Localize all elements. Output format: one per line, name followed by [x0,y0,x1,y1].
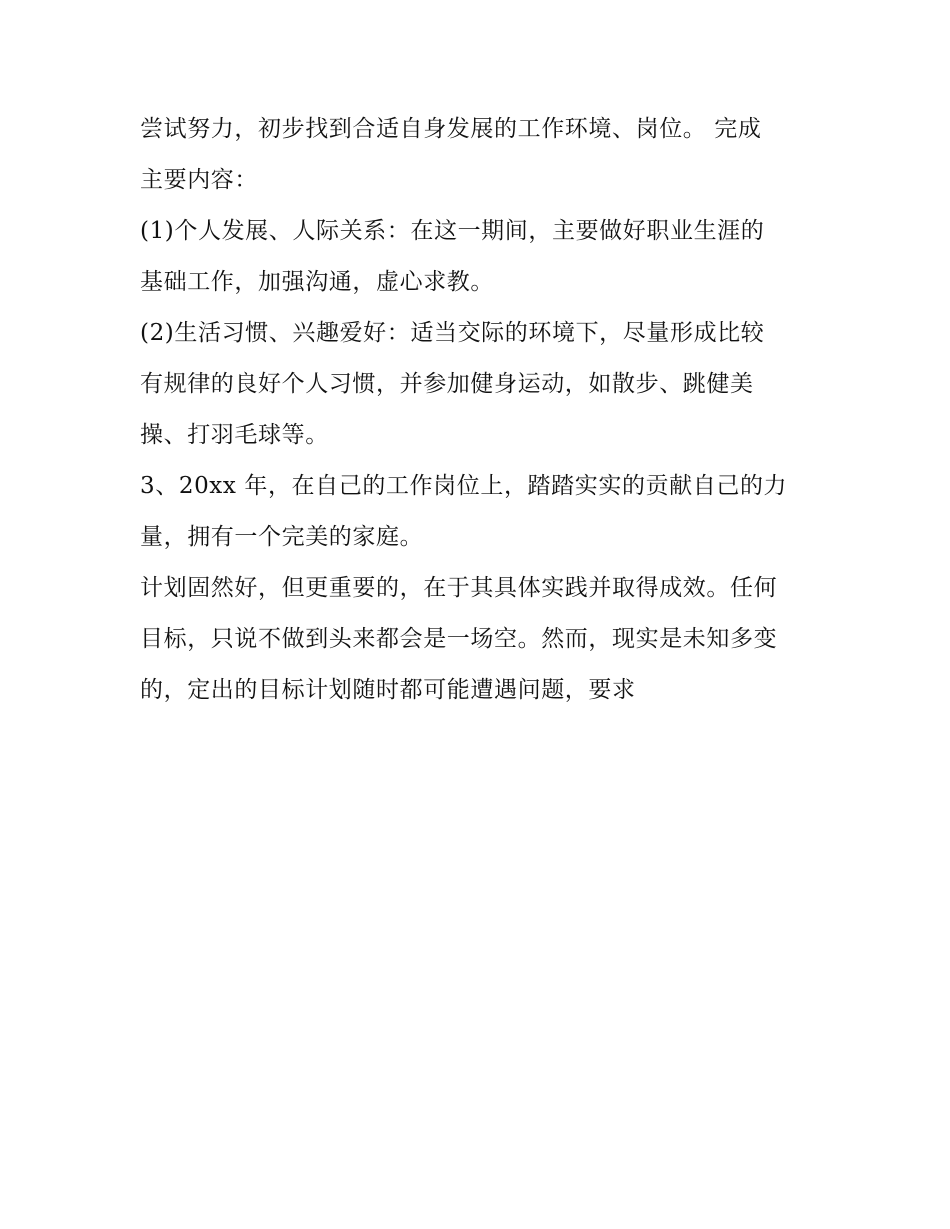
text-line: (2)生活习惯、兴趣爱好：适当交际的环境下，尽量形成比较 [140,320,765,346]
text-line: 尝试努力，初步找到合适自身发展的工作环境、岗位。 完成 [140,116,762,142]
text-line: 主要内容： [140,167,258,193]
text-line: (1)个人发展、人际关系：在这一期间，主要做好职业生涯的 [140,218,765,244]
text-line: 量，拥有一个完美的家庭。 [140,524,424,550]
document-body [140,104,820,716]
text-line: 操、打羽毛球等。 [140,422,329,448]
text-line: 的，定出的目标计划随时都可能遭遇问题，要求 [140,677,636,703]
text-line: 目标，只说不做到头来都会是一场空。然而，现实是未知多变 [140,626,778,652]
text-line: 3、20xx 年，在自己的工作岗位上，踏踏实实的贡献自己的力 [140,473,788,499]
text-line: 计划固然好，但更重要的，在于其具体实践并取得成效。任何 [140,575,778,601]
text-line: 基础工作，加强沟通，虚心求教。 [140,269,494,295]
text-line: 有规律的良好个人习惯，并参加健身运动，如散步、跳健美 [140,371,754,397]
